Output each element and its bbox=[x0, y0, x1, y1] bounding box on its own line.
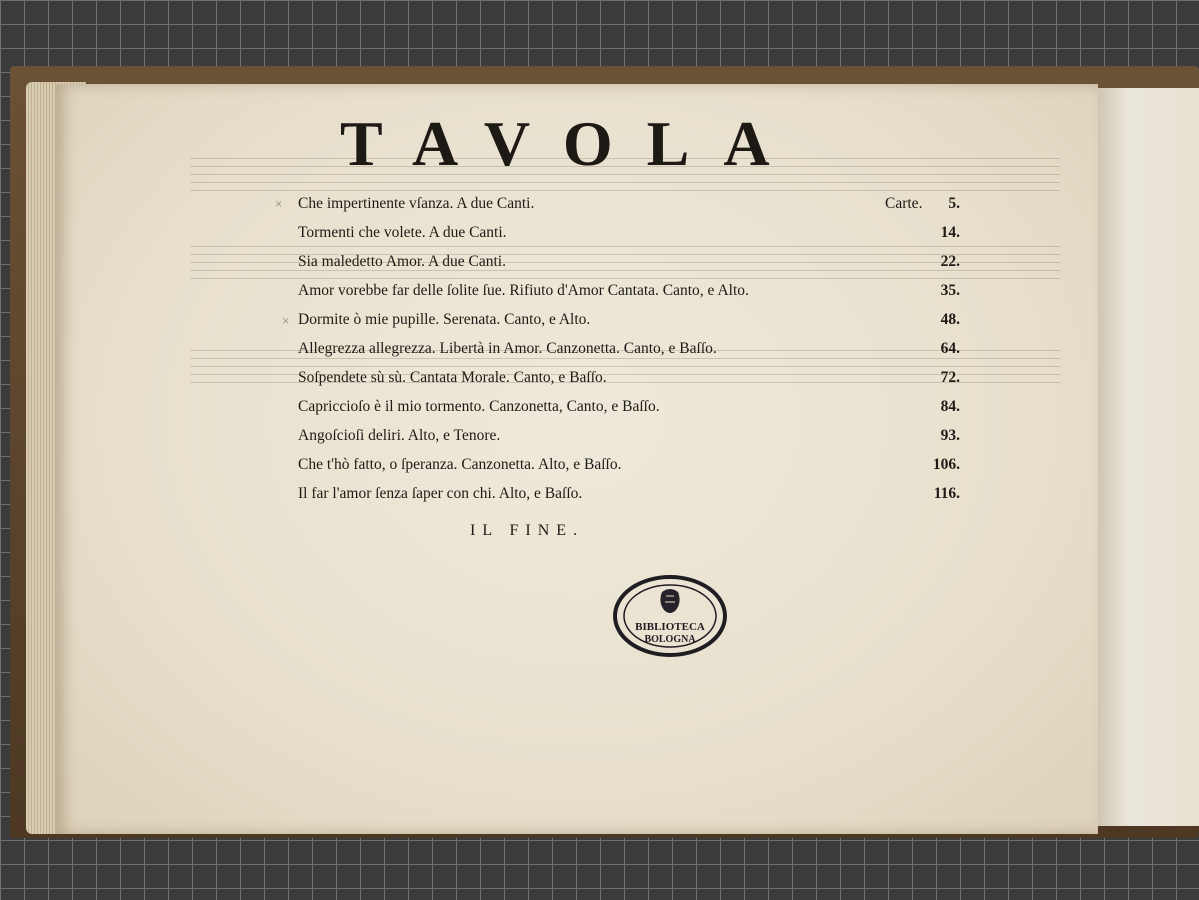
toc-entry-text: Tormenti che volete. A due Canti. bbox=[298, 224, 507, 241]
toc-entry-text: Il far l'amor ſenza ſaper con chi. Alto, e Baſſo. bbox=[298, 485, 583, 502]
toc-entry bbox=[298, 192, 978, 221]
toc-entry-text: Dormite ò mie pupille. Serenata. Canto, e Alto. bbox=[298, 311, 591, 328]
toc-entry bbox=[298, 395, 978, 424]
toc-entry bbox=[298, 250, 978, 279]
svg-text:BOLOGNA: BOLOGNA bbox=[644, 634, 696, 645]
toc-entry-page: 116. bbox=[933, 485, 960, 502]
toc-entry-text: Capriccioſo è il mio tormento. Canzonetta, Canto, e Baſſo. bbox=[298, 398, 660, 415]
toc-entry-page: 22. bbox=[940, 253, 960, 270]
toc-entry bbox=[298, 279, 978, 308]
toc-entry-text: Sia maledetto Amor. A due Canti. bbox=[298, 253, 506, 270]
toc-entry-page: 106. bbox=[932, 456, 960, 473]
toc-entry-text: Amor vorebbe far delle ſolite ſue. Rifiuto d'Amor Cantata. Canto, e Alto. bbox=[298, 282, 749, 299]
library-stamp bbox=[612, 574, 728, 658]
toc-entry-text: Angoſcioſi deliri. Alto, e Tenore. bbox=[298, 427, 501, 444]
toc-entry-text: Allegrezza allegrezza. Libertà in Amor. Canzonetta. Canto, e Baſſo. bbox=[298, 340, 717, 357]
toc-entry bbox=[298, 366, 978, 395]
toc-entry-text: Che impertinente vſanza. A due Canti. bbox=[298, 195, 535, 212]
pages-label: Carte. bbox=[885, 195, 923, 212]
toc-entry bbox=[298, 424, 978, 453]
toc-entry bbox=[298, 221, 978, 250]
toc-entry-page: 72. bbox=[940, 369, 960, 386]
toc-entry bbox=[298, 337, 978, 366]
toc-entry-text: Che t'hò fatto, o ſperanza. Canzonetta. Alto, e Baſſo. bbox=[298, 456, 622, 473]
toc-entry-text: Soſpendete sù sù. Cantata Morale. Canto, e Baſſo. bbox=[298, 369, 607, 386]
toc-entry-page: 14. bbox=[940, 224, 960, 241]
pencil-mark: × bbox=[275, 196, 283, 211]
closing-text: IL FINE. bbox=[470, 522, 585, 539]
toc-entry-page: 84. bbox=[940, 398, 960, 415]
toc-entry-page: 64. bbox=[940, 340, 960, 357]
toc-entry-page: 48. bbox=[940, 311, 960, 328]
table-of-contents bbox=[298, 192, 978, 511]
page-title: TAVOLA bbox=[340, 108, 804, 179]
svg-text:BIBLIOTECA: BIBLIOTECA bbox=[635, 621, 705, 633]
toc-entry bbox=[298, 482, 978, 511]
toc-entry bbox=[298, 453, 978, 482]
toc-entry-page: 5. bbox=[948, 195, 960, 212]
toc-entry bbox=[298, 308, 978, 337]
toc-entry-page: 35. bbox=[940, 282, 960, 299]
facing-page bbox=[1098, 88, 1199, 826]
toc-entry-page: 93. bbox=[940, 427, 960, 444]
pencil-mark: × bbox=[282, 313, 290, 328]
